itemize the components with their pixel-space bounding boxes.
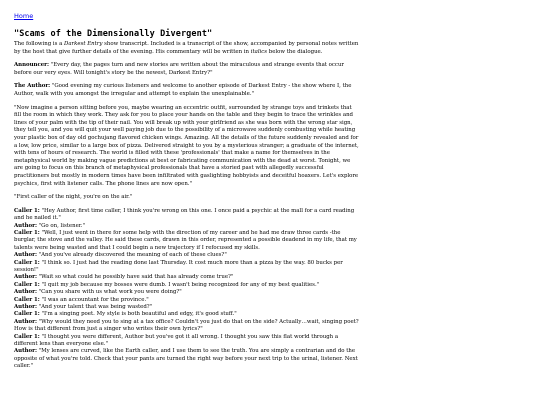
announcer-speaker: Announcer: [14, 62, 49, 69]
intro-text-2: show transcript. Included is a transcript of the show, accompanied by personal notes written by the host that give further details of the evening. His commentary will be written in [14, 41, 359, 55]
show-name: Darkest Entry [64, 41, 103, 47]
intro-text-1: The following is a [14, 41, 65, 47]
dialogue-line [14, 260, 360, 275]
speaker: Author: [14, 348, 37, 355]
dialogue-line [14, 311, 360, 318]
dialogue-line [14, 334, 360, 349]
speaker: Author: [14, 274, 37, 281]
line-text: "And you've already discovered the meaning of each of these clues?" [36, 252, 227, 259]
line-text: "Go on, listener." [36, 222, 85, 229]
dialogue-block [14, 208, 360, 371]
dialogue-line [14, 348, 360, 370]
announcer-text: "Every day, the pages turn and new stories are written about the miraculous and strange events that occur before our very eyes. Will tonight's story be the newest, Darkest Entry?" [14, 62, 345, 76]
line-text: "I thought you were different, Author but you've got it all wrong. I thought you saw this flat world through a different lens than everyone else." [14, 333, 339, 347]
page-title: "Scams of the Dimensionally Divergent" [14, 29, 213, 39]
speaker: Caller 1: [14, 296, 40, 303]
line-text: "And your talent that was being wasted?" [36, 303, 153, 310]
speaker: Caller 1: [14, 281, 40, 288]
speaker: Author: [14, 303, 37, 310]
speaker: Author: [14, 318, 37, 325]
speaker: Author: [14, 252, 37, 259]
first-caller-paragraph: "First caller of the night, you're on the air." [14, 194, 133, 201]
speaker: Caller 1: [14, 229, 40, 236]
line-text: "Wait so what could he possibly have said that has already come true?" [36, 274, 234, 281]
line-text: "I think so. I just had the reading done last Thursday. It cost much more than a pizza by the way. 80 bucks per session!" [14, 259, 343, 273]
line-text: "Why would they need you to sing at a tax office? Couldn't you just do that on the side? Actually…wait, singing poet? How is that different from just a singer who writes their own lyrics?" [14, 318, 359, 333]
line-text: "I'm a singing poet. My style is both beautiful and edgy, it's good stuff." [39, 311, 237, 318]
speaker: Caller 1: [14, 311, 40, 318]
dialogue-line [14, 223, 360, 230]
line-text: "Can you share with us what work you were doing?" [36, 289, 182, 296]
dialogue-line [14, 282, 360, 289]
dialogue-line [14, 230, 360, 252]
speaker: Author: [14, 289, 37, 296]
speaker: Caller 1: [14, 207, 40, 214]
line-text: "I was an accountant for the province." [39, 296, 149, 303]
speaker: Caller 1: [14, 333, 40, 340]
dialogue-line [14, 289, 360, 296]
dialogue-line [14, 252, 360, 259]
italics-word: italics [250, 48, 268, 55]
intro-text-3: below the dialogue. [267, 48, 323, 55]
monologue-paragraph: "Now imagine a person sitting before you, maybe wearing an eccentric outfit, surrounded by strange toys and trinkets that fill the room in which they work. They ask for you to place your hands on the table and they begin to trace the wrinkles and lines of your palm with the tip of their nail. You will break up with your girlfriend as she was born with the wrong star sign, they tell you, and you will quit your well paying job due to the possibility of a microwave suddenly combusting while heating your plastic box of day old gochujang flavored chicken wings. Amazing. All the details of the future suddenly revealed and for a low, low price, similar to a large box of pizza. Delivered straight to you by a mysterious stranger; a graduate of the internet, with tens of hours of research. The world is filled with these 'professionals' that make a name for themselves in the metaphysical world by making vague predictions at best or fabricating communication with the dead at worst. Tonight, we are going to focus on this branch of metaphysical professionals that have a storied past with allegedly successful practitioners but mostly in modern times have been infiltrated with gaslighting hobbyists and deceitful hoaxers. Let's explore psychics, first with listener calls. The phone lines are now open." [14, 104, 359, 187]
announcer-paragraph [14, 62, 360, 77]
speaker: Caller 1: [14, 259, 40, 266]
line-text: "Hey Author, first time caller, I think you're wrong on this one. I once paid a psychic at the mall for a card reading and he nailed it." [14, 207, 355, 222]
intro-paragraph [14, 41, 360, 56]
line-text: "Well, I just went in there for some help with the direction of my career and he had me draw three cards -the burglar, the stove and the valley. He said these cards, drawn in this order, represented a possible deadend in my life, that my talents were being wasted and that I could begin a new trajectory if I refocused my skills. [14, 229, 357, 251]
dialogue-line [14, 208, 360, 223]
home-link[interactable]: Home [14, 12, 34, 20]
dialogue-line [14, 304, 360, 311]
line-text: "I quit my job because my bosses were dumb. I wasn't being recognized for any of my best qualities." [39, 281, 320, 288]
author-opening-text: "Good evening my curious listeners and welcome to another episode of Darkest Entry - the show where I, the Author, walk with you amongst the irregular and attempt to explain the unexplainable." [14, 83, 352, 97]
author-opening-paragraph [14, 83, 360, 98]
speaker: Author: [14, 222, 37, 229]
line-text: "My lenses are curved, like the Earth caller, and I use them to see the truth. You are simply a contrarian and do the opposite of what you're told. Check that your pants are turned the right way before your next trip to the urinal, listener. Next caller." [14, 348, 358, 370]
dialogue-line [14, 319, 360, 334]
dialogue-line [14, 274, 360, 281]
dialogue-line [14, 297, 360, 304]
author-speaker: The Author: [14, 83, 51, 90]
